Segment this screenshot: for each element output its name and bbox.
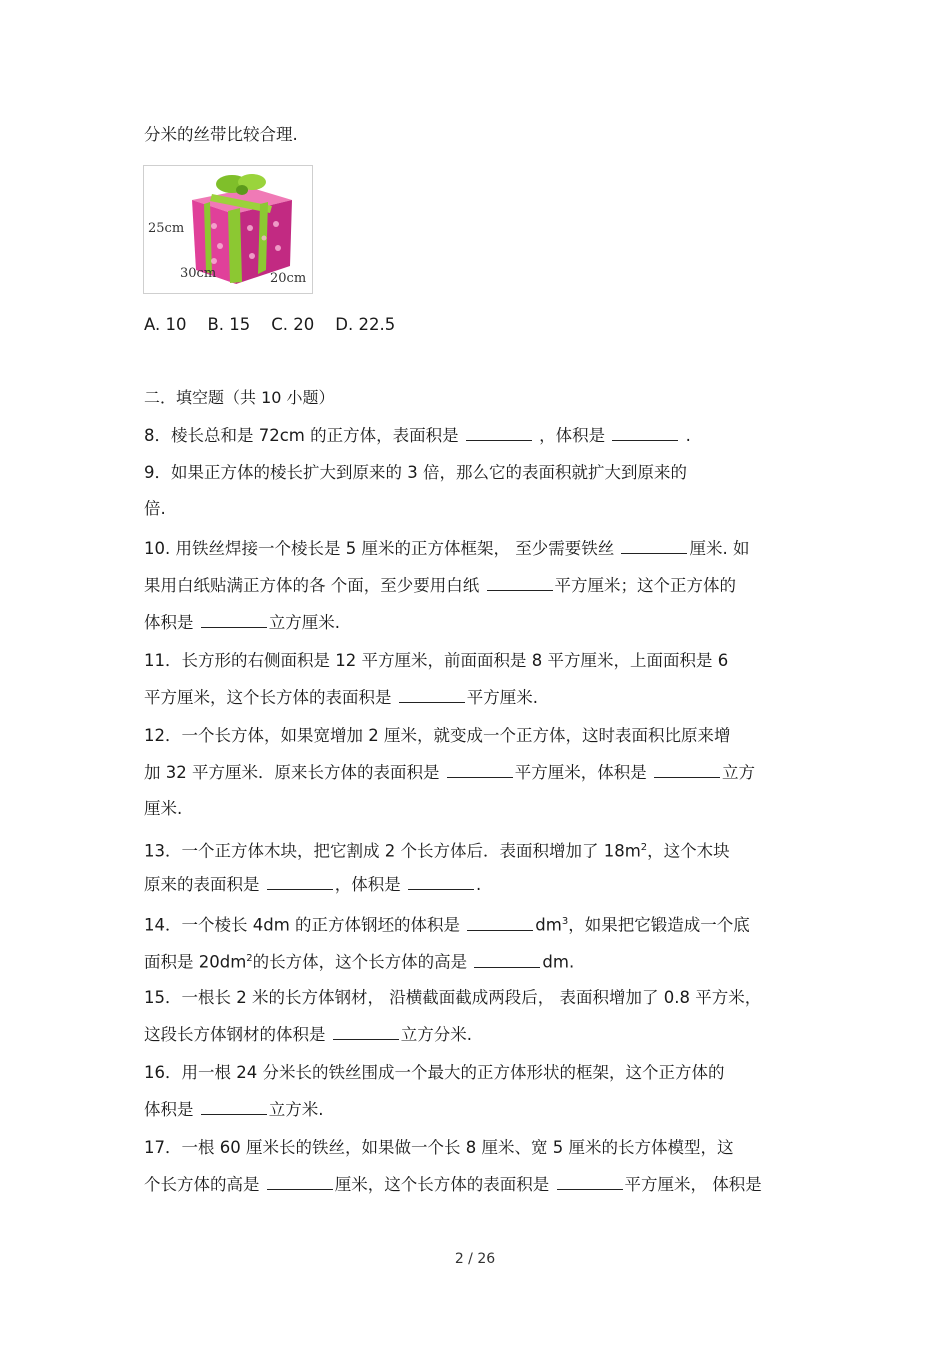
q14-text: 的长方体，这个长方体的高是 <box>252 952 473 972</box>
question-11-line1: 11．长方形的右侧面积是 12 平方厘米，前面面积是 8 平方厘米，上面面积是 6 <box>144 651 729 670</box>
question-10-line1 <box>144 537 749 560</box>
question-15-line1: 15．一根长 2 米的长方体钢材， 沿横截面截成两段后， 表面积增加了 0.8 平方米， <box>144 988 762 1007</box>
q11-text: 平方厘米. <box>466 688 538 707</box>
answer-blank[interactable] <box>333 1023 399 1040</box>
question-14-line1 <box>144 911 750 937</box>
q17-text: 厘米，这个长方体的表面积是 <box>334 1175 555 1194</box>
question-14-line2 <box>144 948 574 974</box>
answer-blank[interactable] <box>621 537 687 554</box>
q13-text: ，体积是 <box>334 875 406 894</box>
question-17-line1: 17．一根 60 厘米长的铁丝，如果做一个长 8 厘米、宽 5 厘米的长方体模型，这 <box>144 1138 734 1157</box>
q10-text: 立方厘米. <box>268 613 340 632</box>
answer-blank[interactable] <box>201 1098 267 1115</box>
question-11-line2 <box>144 686 538 709</box>
question-9-line1: 9．如果正方体的棱长扩大到原来的 3 倍，那么它的表面积就扩大到原来的 <box>144 463 687 482</box>
figure-length-label: 30cm <box>180 266 217 281</box>
q13-text: 13．一个正方体木块，把它割成 2 个长方体后．表面积增加了 18m <box>144 841 641 861</box>
q12-text: 立方 <box>721 763 755 782</box>
q10-text: 体积是 <box>144 613 199 632</box>
question-16-line2 <box>144 1098 324 1121</box>
gift-box-figure <box>143 165 313 294</box>
figure-height-label: 25cm <box>148 221 185 236</box>
q13-text: ，这个木块 <box>647 841 730 861</box>
q14-text: ，如果把它锻造成一个底 <box>568 915 750 935</box>
q14-text: dm. <box>542 952 575 972</box>
section-title: 二．填空题（共 10 小题） <box>144 388 335 407</box>
q10-text: 厘米. 如 <box>689 539 750 558</box>
question-13-line1 <box>144 837 730 863</box>
q8-text: . <box>680 426 691 445</box>
superscript: 2 <box>640 842 648 853</box>
option-b: B. 15 <box>207 315 251 334</box>
answer-blank[interactable] <box>399 686 465 703</box>
question-12-line3: 厘米. <box>144 799 183 818</box>
answer-blank[interactable] <box>474 951 540 968</box>
question-17-line2 <box>144 1173 762 1196</box>
option-d: D. 22.5 <box>335 315 396 334</box>
question-8 <box>144 424 691 447</box>
answer-blank[interactable] <box>201 611 267 628</box>
q14-text: 面积是 20dm <box>144 952 247 972</box>
q14-text: 14．一个棱长 4dm 的正方体钢坯的体积是 <box>144 915 466 935</box>
answer-options <box>144 314 395 336</box>
question-16-line1: 16．用一根 24 分米长的铁丝围成一个最大的正方体形状的框架，这个正方体的 <box>144 1063 725 1082</box>
answer-blank[interactable] <box>654 761 720 778</box>
superscript: 3 <box>561 916 569 927</box>
superscript: 2 <box>246 953 253 964</box>
answer-blank[interactable] <box>408 873 474 890</box>
q17-text: 平方厘米， 体积是 <box>624 1175 762 1194</box>
q8-text: ，体积是 <box>533 426 611 445</box>
answer-blank[interactable] <box>267 873 333 890</box>
q13-text: . <box>476 875 482 894</box>
answer-blank[interactable] <box>487 574 553 591</box>
answer-blank[interactable] <box>466 424 532 441</box>
q15-text: 立方分米. <box>400 1025 472 1044</box>
q13-text: 原来的表面积是 <box>144 875 265 894</box>
intro-text: 分米的丝带比较合理. <box>144 125 298 144</box>
q10-text: 10. 用铁丝焊接一个棱长是 5 厘米的正方体框架， 至少需要铁丝 <box>144 539 620 558</box>
answer-blank[interactable] <box>447 761 513 778</box>
option-c: C. 20 <box>271 315 315 334</box>
question-10-line3 <box>144 611 340 634</box>
q16-text: 体积是 <box>144 1100 199 1119</box>
answer-blank[interactable] <box>267 1173 333 1190</box>
question-15-line2 <box>144 1023 472 1046</box>
question-9-line2: 倍. <box>144 499 166 518</box>
answer-blank[interactable] <box>467 914 533 931</box>
q10-text: 平方厘米；这个正方体的 <box>554 576 736 595</box>
q12-text: 加 32 平方厘米．原来长方体的表面积是 <box>144 763 445 782</box>
answer-blank[interactable] <box>557 1173 623 1190</box>
q16-text: 立方米. <box>268 1100 324 1119</box>
answer-blank[interactable] <box>612 424 678 441</box>
q8-text: 8．棱长总和是 72cm 的正方体，表面积是 <box>144 426 464 445</box>
question-10-line2 <box>144 574 736 597</box>
question-12-line1: 12．一个长方体，如果宽增加 2 厘米，就变成一个正方体，这时表面积比原来增 <box>144 726 731 745</box>
q14-text: dm <box>535 915 562 935</box>
question-12-line2 <box>144 761 755 784</box>
question-13-line2 <box>144 873 481 896</box>
option-a: A. 10 <box>144 315 187 334</box>
page-number: 2 / 26 <box>454 1251 496 1267</box>
q17-text: 个长方体的高是 <box>144 1175 265 1194</box>
figure-width-label: 20cm <box>270 271 307 286</box>
q15-text: 这段长方体钢材的体积是 <box>144 1025 331 1044</box>
q10-text: 果用白纸贴满正方体的各 个面，至少要用白纸 <box>144 576 485 595</box>
q12-text: 平方厘米，体积是 <box>514 763 652 782</box>
q11-text: 平方厘米，这个长方体的表面积是 <box>144 688 397 707</box>
